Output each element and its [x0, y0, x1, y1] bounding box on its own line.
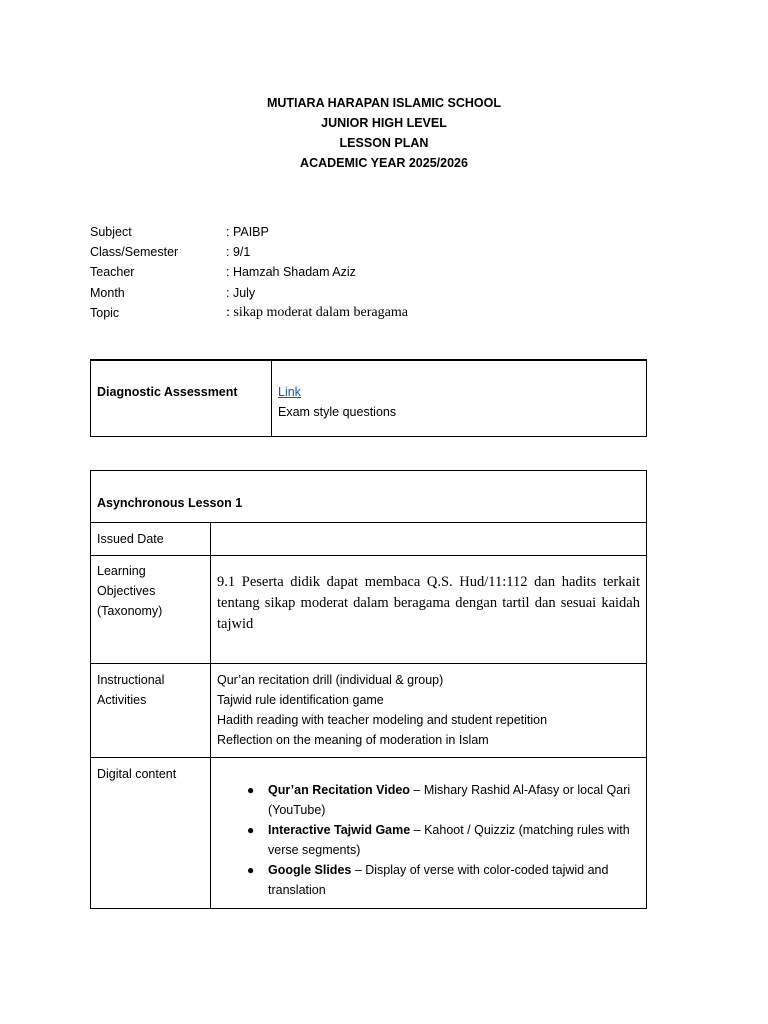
academic-year: ACADEMIC YEAR 2025/2026	[300, 156, 468, 170]
activity-item: Tajwid rule identification game	[217, 693, 384, 707]
activities-cell	[211, 664, 647, 758]
table-row	[91, 471, 647, 523]
info-value: : Hamzah Shadam Aziz	[226, 265, 356, 280]
diagnostic-assessment-table	[90, 359, 647, 437]
info-value: : 9/1	[226, 245, 251, 260]
digital-item-title: Interactive Tajwid Game	[268, 823, 411, 837]
bullet-icon: ●	[247, 823, 255, 837]
info-label: Month	[90, 285, 125, 300]
issued-date-label: Issued Date	[91, 523, 211, 556]
diagnostic-content	[272, 360, 647, 436]
digital-content-cell	[211, 758, 647, 909]
objectives-label	[91, 556, 211, 664]
school-level: JUNIOR HIGH LEVEL	[321, 116, 447, 130]
list-item	[217, 820, 640, 860]
digital-item-title: Qur’an Recitation Video	[268, 783, 410, 797]
info-value: : July	[226, 285, 256, 300]
info-value: : sikap moderat dalam beragama	[226, 304, 408, 320]
objectives-label-line: Objectives	[97, 584, 156, 598]
diagnostic-link[interactable]: Link	[278, 385, 301, 399]
document-header	[0, 93, 768, 173]
activity-item: Qur’an recitation drill (individual & group)	[217, 673, 444, 687]
table-row	[91, 758, 647, 909]
objectives-cell	[211, 556, 647, 664]
activity-item: Hadith reading with teacher modeling and student repetition	[217, 713, 548, 727]
info-label: Teacher	[90, 265, 135, 280]
digital-item-desc: – Mishary Rashid Al-Afasy or local Qari (YouTube)	[268, 783, 631, 817]
objectives-label-line: Learning	[97, 564, 146, 578]
bullet-icon: ●	[247, 783, 255, 797]
activity-item: Reflection on the meaning of moderation in Islam	[217, 733, 489, 747]
diagnostic-description: Exam style questions	[278, 405, 397, 419]
activities-label-line: Activities	[97, 693, 147, 707]
issued-date-value	[211, 523, 647, 556]
digital-content-list	[217, 780, 640, 900]
list-item	[217, 860, 640, 900]
lesson-table	[90, 470, 647, 909]
activities-label-line: Instructional	[97, 673, 165, 687]
info-label: Class/Semester	[90, 245, 179, 260]
info-value: : PAIBP	[226, 225, 269, 239]
objectives-text: 9.1 Peserta didik dapat membaca Q.S. Hud/11:112 dan hadits terkait tentang sikap moderat dalam beragama dengan tartil dan sesuai kaidah tajwid	[217, 574, 640, 632]
digital-item-title: Google Slides	[268, 863, 352, 877]
diagnostic-label: Diagnostic Assessment	[91, 360, 272, 436]
table-row	[91, 664, 647, 758]
info-label: Subject	[90, 225, 132, 239]
table-row	[91, 523, 647, 556]
table-row	[91, 360, 647, 436]
document-type: LESSON PLAN	[339, 136, 429, 150]
bullet-icon: ●	[247, 863, 255, 877]
school-name: MUTIARA HARAPAN ISLAMIC SCHOOL	[266, 96, 501, 110]
digital-content-label: Digital content	[91, 758, 211, 909]
digital-item-desc: – Display of verse with color-coded tajwid and translation	[268, 863, 609, 897]
table-row	[91, 556, 647, 664]
list-item	[217, 780, 640, 820]
info-label: Topic	[90, 305, 120, 320]
lesson-title: Asynchronous Lesson 1	[91, 471, 647, 523]
activities-label	[91, 664, 211, 758]
digital-item-desc: – Kahoot / Quizziz (matching rules with verse segments)	[268, 823, 630, 857]
objectives-label-line: (Taxonomy)	[97, 604, 163, 618]
